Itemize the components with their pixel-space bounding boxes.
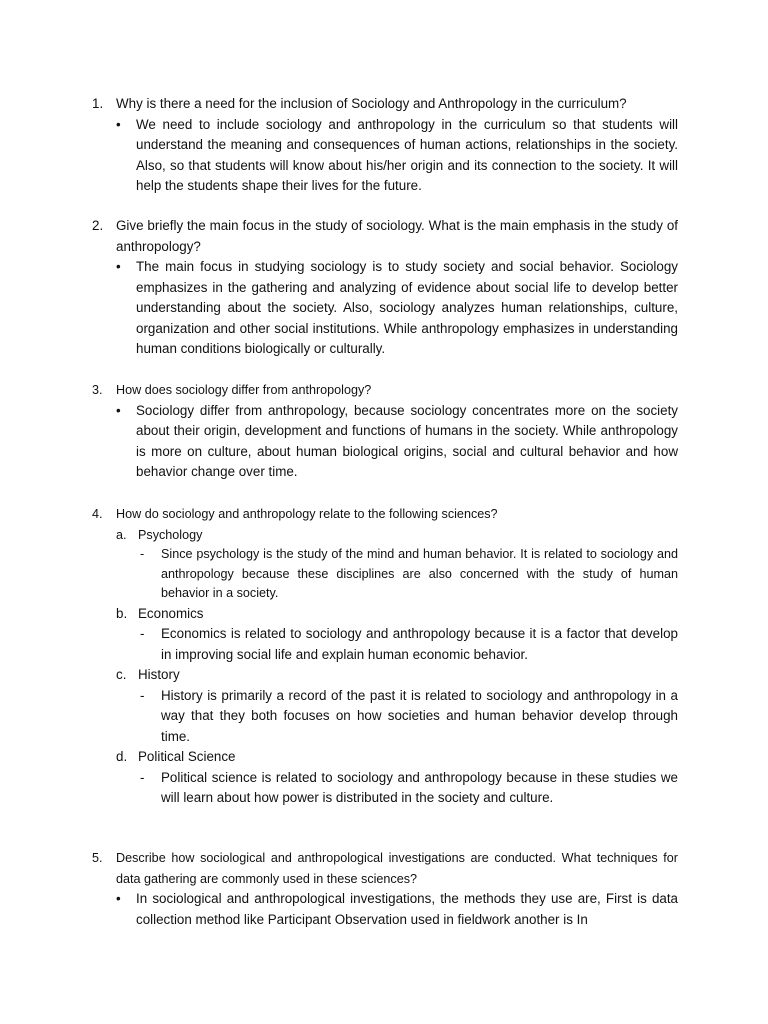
question-text xyxy=(92,848,678,889)
question-number: 2. xyxy=(92,218,104,233)
question-label: How do sociology and anthropology relate to the following sciences? xyxy=(116,507,498,521)
subitem-letter: b. xyxy=(116,605,128,621)
answer-text: We need to include sociology and anthropology in the curriculum so that students will understand the meaning and consequences of human actions, relationships in the society. Also, so that students will know about his/her origin and its connection to the society. It will help the students shape their lives for the future. xyxy=(136,116,678,193)
subitem-letter: a. xyxy=(116,527,127,542)
subitem-answer xyxy=(92,686,678,748)
answer-text: History is primarily a record of the past it is related to sociology and anthropology in a way that they both focuses on how societies and human behavior develop through time. xyxy=(161,687,678,744)
subitem-title: History xyxy=(138,667,180,682)
subitem-answer xyxy=(92,624,678,665)
bullet-icon: • xyxy=(116,259,121,274)
subitem-political-science xyxy=(92,747,678,768)
dash-icon: - xyxy=(140,687,145,703)
answer-text: Economics is related to sociology and anthropology because it is a factor that develop in improving social life and explain human economic behavior. xyxy=(161,626,678,662)
bullet-icon: • xyxy=(116,891,121,906)
answer-text: The main focus in studying sociology is to study society and social behavior. Sociology emphasizes in the gathering and analyzing of evidence about social life to develop better understanding about the society. Also, sociology analyzes human relationships, culture, organization and other social institutions. While anthropology emphasizes in understanding human conditions biologically or culturally. xyxy=(136,259,678,356)
answer-text: Since psychology is the study of the mind and human behavior. It is related to sociology and anthropology because these disciplines are also concerned with the study of human behavior in a society. xyxy=(161,547,678,600)
subitem-economics xyxy=(92,604,678,625)
answer-bullet xyxy=(92,257,678,360)
dash-icon: - xyxy=(140,626,145,641)
question-number: 3. xyxy=(92,383,103,397)
question-text xyxy=(92,216,678,257)
question-text xyxy=(92,380,678,401)
question-label: How does sociology differ from anthropology? xyxy=(116,383,372,397)
question-label: Why is there a need for the inclusion of Sociology and Anthropology in the curriculum? xyxy=(116,96,627,111)
question-text xyxy=(92,504,678,525)
question-text xyxy=(92,94,678,115)
question-3 xyxy=(92,380,678,483)
question-number: 4. xyxy=(92,507,103,521)
answer-text: In sociological and anthropological investigations, the methods they use are, First is data collection method like Participant Observation used in fieldwork another is In xyxy=(136,891,678,927)
subitem-title: Psychology xyxy=(138,527,203,542)
dash-icon: - xyxy=(140,769,145,785)
question-5 xyxy=(92,848,678,930)
subitem-history xyxy=(92,665,678,686)
question-number: 1. xyxy=(92,96,104,111)
answer-bullet xyxy=(92,889,678,930)
subitem-title: Political Science xyxy=(138,749,236,764)
subitem-answer xyxy=(92,768,678,809)
bullet-icon: • xyxy=(116,116,121,132)
question-2 xyxy=(92,216,678,360)
question-4 xyxy=(92,504,678,809)
question-1 xyxy=(92,94,678,197)
answer-bullet xyxy=(92,401,678,483)
question-label: Describe how sociological and anthropological investigations are conducted. What techniques for data gathering are commonly used in these sciences? xyxy=(116,851,678,886)
subitem-letter: c. xyxy=(116,667,127,682)
subitem-answer xyxy=(92,545,678,604)
subitem-letter: d. xyxy=(116,749,128,764)
bullet-icon: • xyxy=(116,402,121,418)
subitem-psychology xyxy=(92,525,678,546)
dash-icon: - xyxy=(140,547,145,561)
question-number: 5. xyxy=(92,851,103,865)
question-label: Give briefly the main focus in the study of sociology. What is the main emphasis in the study of anthropology? xyxy=(116,218,678,254)
answer-text: Sociology differ from anthropology, because sociology concentrates more on the society about their origin, development and functions of humans in the society. While anthropology is more on culture, about human biological origins, social and cultural behavior and how behavior change over time. xyxy=(136,402,678,479)
subitem-title: Economics xyxy=(138,605,204,621)
answer-bullet xyxy=(92,115,678,197)
answer-text: Political science is related to sociology and anthropology because in these studies we will learn about how power is distributed in the society and culture. xyxy=(161,769,678,805)
